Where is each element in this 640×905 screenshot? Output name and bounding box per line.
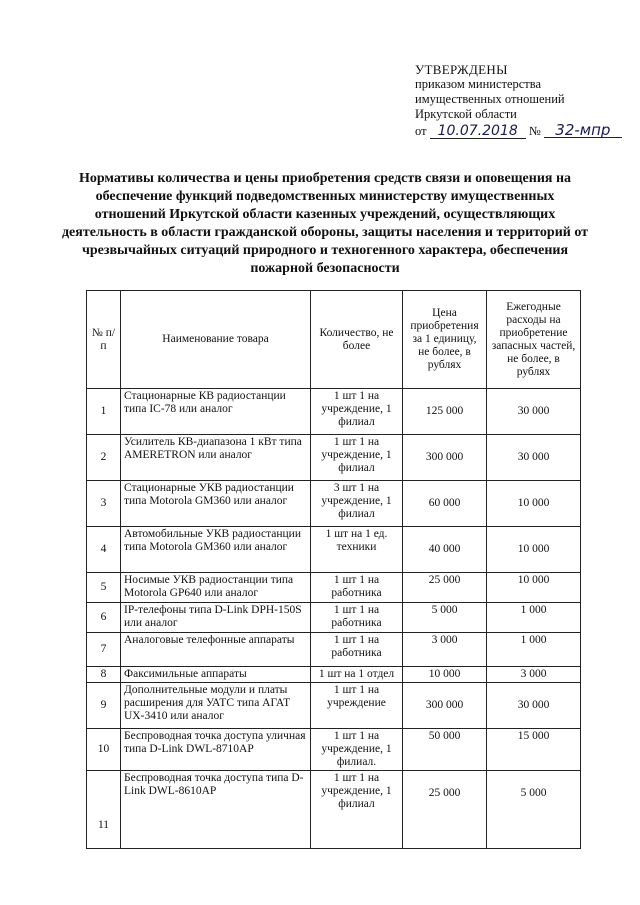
approval-line-3: Иркутской области: [415, 107, 517, 121]
approval-date-line: [415, 123, 622, 139]
header-annual: Ежегодные расходы на приобретение запасных частей, не более, в рублях: [487, 291, 581, 389]
row-annual: 10 000: [487, 527, 581, 573]
row-num: 3: [87, 481, 121, 527]
row-annual: 5 000: [487, 771, 581, 849]
handwritten-date: 10.07.2018: [430, 124, 526, 139]
table-row: [87, 573, 581, 603]
row-name: IP-телефоны типа D-Link DPH-150S или аналог: [121, 603, 311, 633]
number-prefix: №: [528, 124, 541, 138]
table-row: [87, 603, 581, 633]
table-row: [87, 435, 581, 481]
row-num: 6: [87, 603, 121, 633]
row-name: Факсимильные аппараты: [121, 667, 311, 683]
table-row: [87, 771, 581, 849]
row-annual: 30 000: [487, 683, 581, 729]
row-annual: 3 000: [487, 667, 581, 683]
row-price: 60 000: [403, 481, 487, 527]
header-qty: Количество, не более: [311, 291, 403, 389]
row-num: 11: [87, 771, 121, 849]
row-annual: 1 000: [487, 633, 581, 667]
date-prefix: от: [415, 124, 427, 138]
row-name: Беспроводная точка доступа уличная типа D-Link DWL-8710AP: [121, 729, 311, 771]
approval-line-1: приказом министерства: [415, 77, 542, 91]
row-qty: 1 шт 1 на учреждение, 1 филиал: [311, 435, 403, 481]
row-annual: 30 000: [487, 389, 581, 435]
row-num: 10: [87, 729, 121, 771]
row-num: 7: [87, 633, 121, 667]
row-qty: 1 шт 1 на работника: [311, 603, 403, 633]
row-qty: 3 шт 1 на учреждение, 1 филиал: [311, 481, 403, 527]
row-price: 125 000: [403, 389, 487, 435]
row-price: 10 000: [403, 667, 487, 683]
table-row: [87, 667, 581, 683]
row-price: 5 000: [403, 603, 487, 633]
row-annual: 15 000: [487, 729, 581, 771]
norms-table: [86, 290, 581, 849]
document-title: Нормативы количества и цены приобретения средств связи и оповещения на обеспечение функций подведомственных министерству имущественных отношений Иркутской области казенных учреждений, осуществляющих деятельность в области гражданской обороны, защиты населения и территорий от чрезвычайных ситуаций природного и техногенного характера, обеспечения пожарной безопасности: [61, 171, 589, 276]
row-price: 3 000: [403, 633, 487, 667]
row-price: 25 000: [403, 771, 487, 849]
header-num: № п/п: [87, 291, 121, 389]
row-annual: 30 000: [487, 435, 581, 481]
table-row: [87, 389, 581, 435]
approval-block: [415, 62, 622, 139]
row-qty: 1 шт 1 на учреждение: [311, 683, 403, 729]
row-num: 8: [87, 667, 121, 683]
approval-heading: УТВЕРЖДЕНЫ: [415, 62, 508, 77]
row-qty: 1 шт 1 на учреждение, 1 филиал: [311, 771, 403, 849]
row-name: Усилитель КВ-диапазона 1 кВт типа AMERETRON или аналог: [121, 435, 311, 481]
row-num: 9: [87, 683, 121, 729]
row-name: Автомобильные УКВ радиостанции типа Motorola GM360 или аналог: [121, 527, 311, 573]
row-qty: 1 шт 1 на учреждение, 1 филиал: [311, 389, 403, 435]
row-name: Носимые УКВ радиостанции типа Motorola GP640 или аналог: [121, 573, 311, 603]
row-name: Дополнительные модули и платы расширения для УАТС типа АГАТ UX-3410 или аналог: [121, 683, 311, 729]
row-qty: 1 шт на 1 ед. техники: [311, 527, 403, 573]
table-row: [87, 527, 581, 573]
table-row: [87, 683, 581, 729]
row-num: 1: [87, 389, 121, 435]
row-num: 4: [87, 527, 121, 573]
row-price: 40 000: [403, 527, 487, 573]
row-qty: 1 шт 1 на работника: [311, 633, 403, 667]
row-price: 25 000: [403, 573, 487, 603]
row-price: 300 000: [403, 683, 487, 729]
row-annual: 10 000: [487, 573, 581, 603]
row-qty: 1 шт на 1 отдел: [311, 667, 403, 683]
row-num: 2: [87, 435, 121, 481]
header-price: Цена приобретения за 1 единицу, не более, в рублях: [403, 291, 487, 389]
row-price: 50 000: [403, 729, 487, 771]
row-name: Аналоговые телефонные аппараты: [121, 633, 311, 667]
handwritten-number: 32-мпр: [544, 123, 622, 138]
row-qty: 1 шт 1 на работника: [311, 573, 403, 603]
approval-line-2: имущественных отношений: [415, 92, 565, 106]
row-name: Беспроводная точка доступа типа D-Link DWL-8610AP: [121, 771, 311, 849]
table-row: [87, 633, 581, 667]
table-header-row: [87, 291, 581, 389]
table-row: [87, 481, 581, 527]
header-name: Наименование товара: [121, 291, 311, 389]
row-annual: 1 000: [487, 603, 581, 633]
row-num: 5: [87, 573, 121, 603]
table-row: [87, 729, 581, 771]
row-name: Стационарные УКВ радиостанции типа Motorola GM360 или аналог: [121, 481, 311, 527]
row-qty: 1 шт 1 на учреждение, 1 филиал.: [311, 729, 403, 771]
row-price: 300 000: [403, 435, 487, 481]
row-name: Стационарные КВ радиостанции типа IC-78 или аналог: [121, 389, 311, 435]
row-annual: 10 000: [487, 481, 581, 527]
